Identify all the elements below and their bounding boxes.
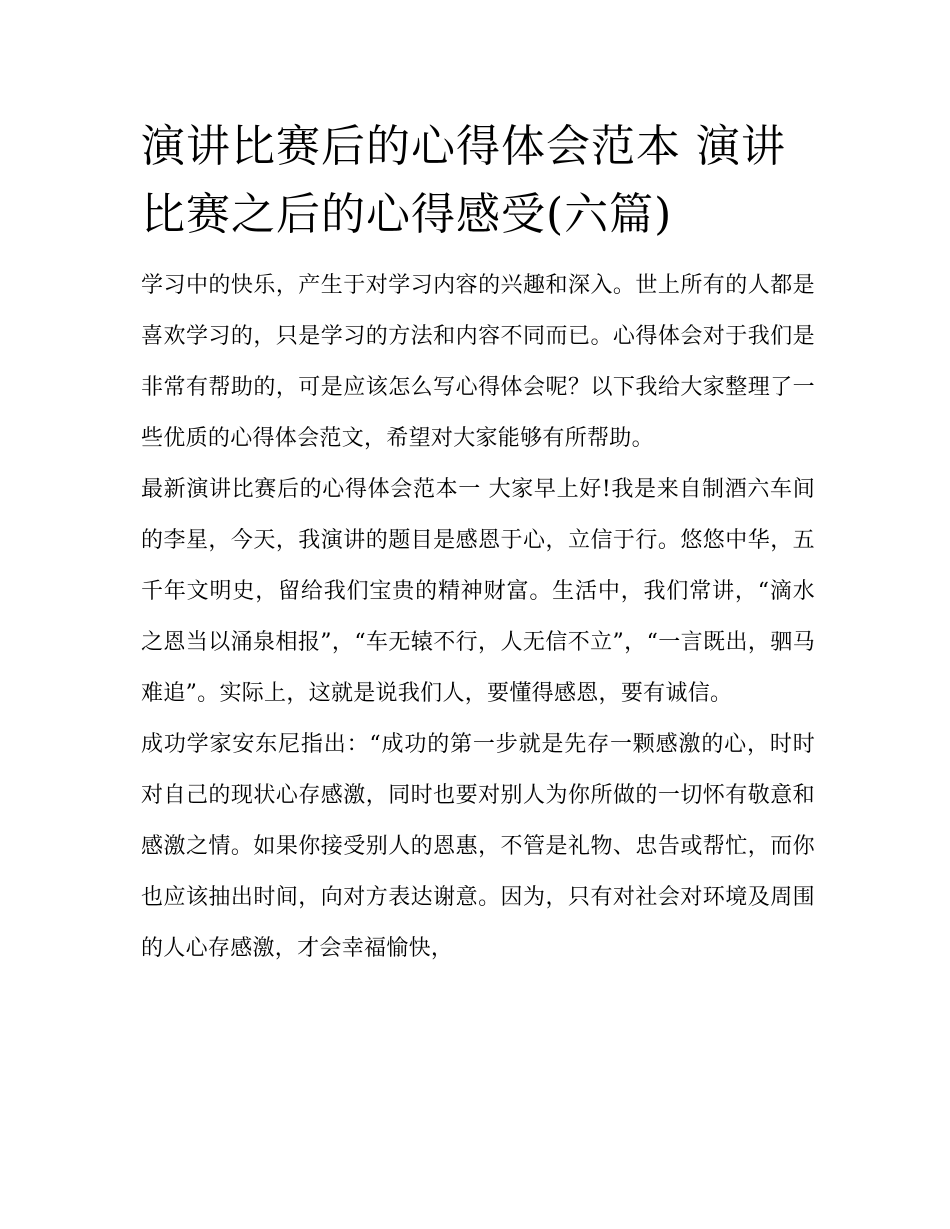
document-title: 演讲比赛后的心得体会范本 演讲比赛之后的心得感受(六篇) [141,121,786,240]
document-body [141,113,815,974]
paragraph-intro: 学习中的快乐，产生于对学习内容的兴趣和深入。世上所有的人都是喜欢学习的，只是学习的方法和内容不同而已。心得体会对于我们是非常有帮助的，可是应该怎么写心得体会呢？以下我给大家整理了一些优质的心得体会范文，希望对大家能够有所帮助。 [141,273,815,451]
paragraph-anthony-quote: 成功学家安东尼指出：“成功的第一步就是先存一颗感激的心，时时对自己的现状心存感激，同时也要对别人为你所做的一切怀有敬意和感激之情。如果你接受别人的恩惠，不管是礼物、忠告或帮忙，而你也应该抽出时间，向对方表达谢意。因为，只有对社会对环境及周围的人心存感激，才会幸福愉快， [141,732,815,961]
paragraph-speech-opening: 最新演讲比赛后的心得体会范本一 大家早上好!我是来自制酒六车间的李星，今天，我演讲的题目是感恩于心，立信于行。悠悠中华，五千年文明史，留给我们宝贵的精神财富。生活中，我们常讲，“滴水之恩当以涌泉相报”，“车无辕不行，人无信不立”，“一言既出，驷马难追”。实际上，这就是说我们人，要懂得感恩，要有诚信。 [141,477,815,706]
